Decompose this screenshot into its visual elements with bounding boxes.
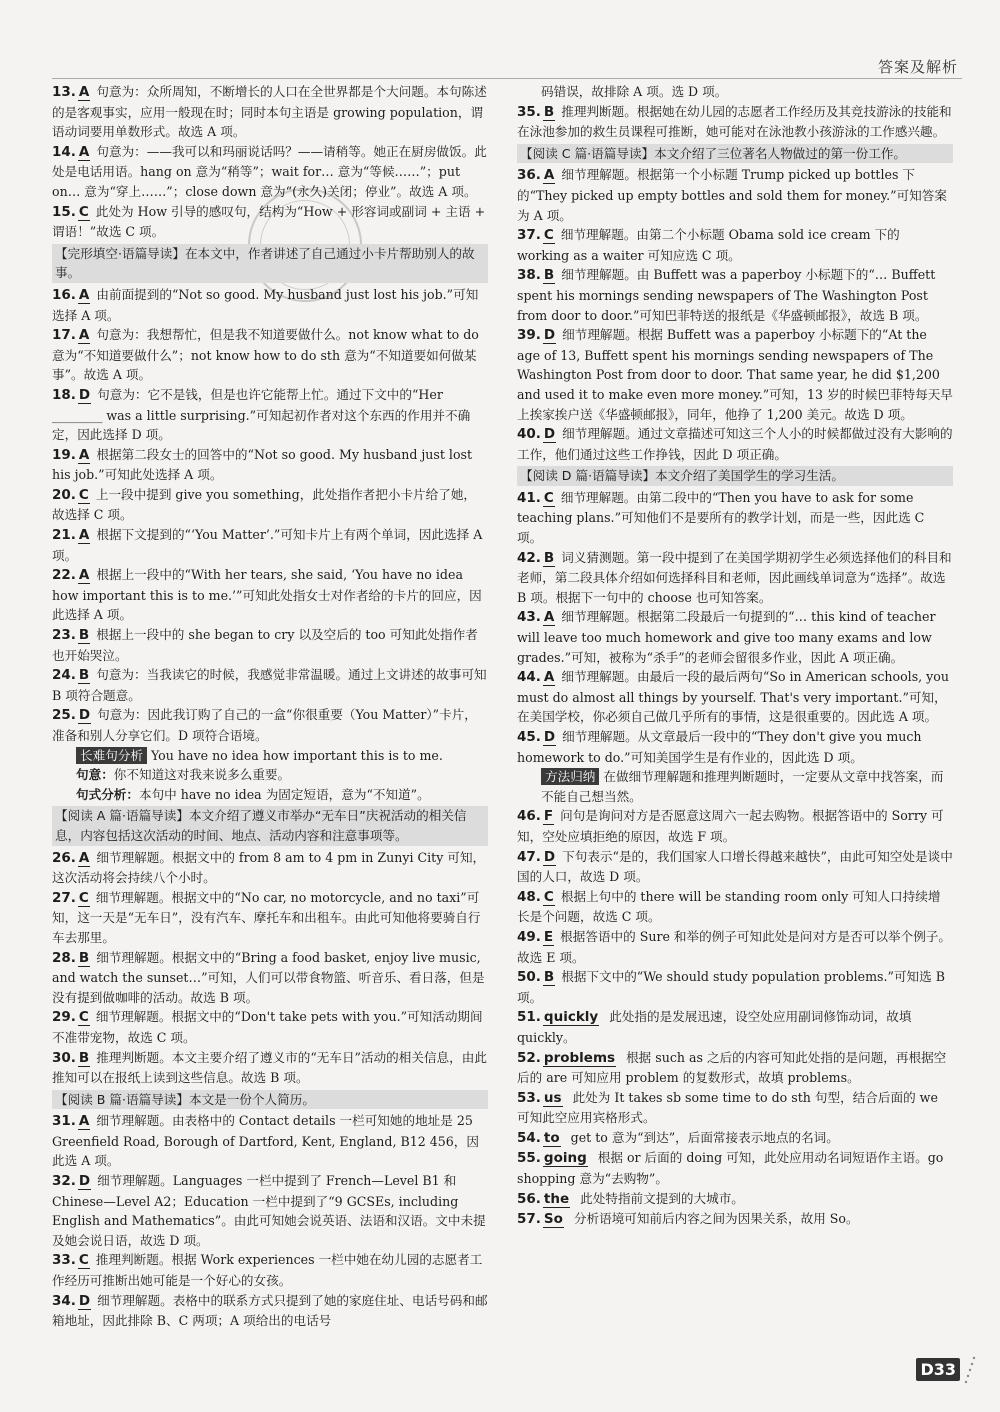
answer-key: B bbox=[78, 667, 90, 684]
answer-item bbox=[517, 1007, 953, 1047]
question-number: 28. bbox=[52, 949, 76, 966]
answer-item bbox=[517, 927, 953, 967]
explanation-text: 此处特指前文提到的大城市。 bbox=[580, 1190, 744, 1206]
explanation-text: 推理判断题。根据她在幼儿园的志愿者工作经历及其竞技游泳的技能和在泳池参加的救生员课程可推断，她可能对在泳池教小孩游泳的工作感兴趣。 bbox=[517, 103, 952, 140]
explanation-text: 细节理解题。通过文章描述可知这三个人小的时候都做过没有大影响的工作，他们通过这些工作挣钱，因此 D 项正确。 bbox=[517, 426, 953, 462]
analysis-line bbox=[52, 746, 488, 766]
note-text: 本句中 have no idea 为固定短语，意为“不知道”。 bbox=[138, 786, 430, 802]
explanation-text: 句意为：——我可以和玛丽说话吗？——请稍等。她正在厨房做饭。此处是电话用语。hang on 意为“稍等”；wait for… 意为“等候……”；put on… 意为“穿上……”；close down 意为“(永久)关闭；停业”。故选 A 项。 bbox=[52, 143, 487, 199]
answer-item bbox=[52, 665, 488, 705]
answer-item bbox=[517, 102, 953, 142]
answer-item bbox=[52, 1048, 488, 1088]
page-number: D33 bbox=[916, 1358, 960, 1381]
corner-dots-decoration bbox=[964, 1354, 978, 1384]
question-number: 55. bbox=[517, 1150, 541, 1167]
answer-key: E bbox=[543, 928, 554, 945]
explanation-text: 句意为：众所周知，不断增长的人口在全世界都是个大问题。本句陈述的是客观事实，应用一般现在时；同时本句主语是 growing population，谓语动词要用单数形式。故选 A 项。 bbox=[52, 84, 487, 140]
question-number: 52. bbox=[517, 1049, 541, 1066]
answer-key: problems bbox=[543, 1049, 616, 1066]
answer-item bbox=[52, 1250, 488, 1290]
explanation-text: 细节理解题。从文章最后一段中的“They don't give you much homework to do.”可知美国学生是有作业的，因此选 D 项。 bbox=[517, 729, 922, 765]
answer-item bbox=[517, 727, 953, 767]
answer-key: F bbox=[543, 808, 554, 825]
explanation-text: 细节理解题。根据第一个小标题 Trump picked up bottles 下的“They picked up empty bottles and sold them for money.”可知答案为 A 项。 bbox=[517, 167, 947, 223]
answer-item bbox=[52, 525, 488, 565]
question-number: 17. bbox=[52, 327, 76, 344]
answer-key: to bbox=[543, 1129, 560, 1146]
explanation-text: 句意为：我想帮忙，但是我不知道要做什么。not know what to do 意为“不知道要做什么”；not know how to do sth 意为“不知道要如何做某事”。故选 A 项。 bbox=[52, 327, 479, 383]
question-number: 42. bbox=[517, 549, 541, 566]
question-number: 46. bbox=[517, 808, 541, 825]
answer-item bbox=[517, 424, 953, 464]
answer-key: C bbox=[78, 1009, 89, 1026]
explanation-text: 细节理解题。根据第二段最后一句提到的“… this kind of teacher will leave too much homework and give too many exams and low grades.”可知，被称为“杀手”的老师会留很多作业，因此 A 项正确。 bbox=[517, 609, 936, 665]
question-number: 44. bbox=[517, 669, 541, 686]
answer-key: C bbox=[543, 888, 554, 905]
question-number: 40. bbox=[517, 426, 541, 443]
question-number: 24. bbox=[52, 667, 76, 684]
answer-item bbox=[517, 1088, 953, 1128]
explanation-text: 此处指的是发展迅速，设空处应用副词修饰动词，故填 quickly。 bbox=[517, 1009, 912, 1045]
question-number: 49. bbox=[517, 928, 541, 945]
answer-item bbox=[517, 607, 953, 667]
answer-key: D bbox=[78, 707, 91, 724]
explanation-text: 细节理解题。由最后一段的最后两句“So in American schools, you must do almost all things by yourself. That's very important.”可知，在美国学校，你必须自己做几乎所有的事情，这是很重要的。因此选 A 项。 bbox=[517, 669, 949, 725]
answer-key: us bbox=[543, 1089, 562, 1106]
answer-item bbox=[517, 1189, 953, 1210]
question-number: 56. bbox=[517, 1190, 541, 1207]
explanation-continuation: 码错误，故排除 A 项。选 D 项。 bbox=[541, 84, 728, 99]
answer-key: B bbox=[78, 949, 90, 966]
explanation-text: 细节理解题。Languages 一栏中提到了 French—Level B1 和 Chinese—Level A2；Education 一栏中提到了“9 GCSEs, including English and Mathematics”。由此可知她会说英语、法语和汉语。文中未提及她会说日语，故选 D 项。 bbox=[52, 1173, 486, 1248]
explanation-text: 推理判断题。根据 Work experiences 一栏中她在幼儿园的志愿者工作经历可推断出她可能是一个好心的女孩。 bbox=[52, 1252, 483, 1289]
answer-key: D bbox=[78, 1173, 91, 1190]
answer-item bbox=[517, 1048, 953, 1088]
analysis-tag: 方法归纳 bbox=[541, 768, 599, 785]
question-number: 38. bbox=[517, 267, 541, 284]
question-number: 50. bbox=[517, 969, 541, 986]
note-text: 你不知道这对我来说多么重要。 bbox=[113, 767, 291, 783]
question-number: 45. bbox=[517, 729, 541, 745]
header-rule bbox=[52, 78, 962, 79]
analysis-line bbox=[517, 767, 953, 806]
answer-key: B bbox=[543, 103, 555, 120]
answer-key: A bbox=[543, 669, 555, 686]
answer-item bbox=[52, 202, 488, 242]
analysis-note bbox=[76, 765, 488, 785]
explanation-text: 根据上句中的 there will be standing room only 可知人口持续增长是个问题，故选 C 项。 bbox=[517, 888, 941, 925]
answer-key: D bbox=[543, 426, 556, 443]
answer-key: B bbox=[543, 549, 555, 566]
question-number: 47. bbox=[517, 848, 541, 865]
question-number: 34. bbox=[52, 1292, 76, 1309]
question-number: 23. bbox=[52, 627, 76, 644]
question-number: 20. bbox=[52, 486, 76, 503]
question-number: 32. bbox=[52, 1173, 76, 1190]
analysis-text: 在做细节理解题和推理判断题时，一定要从文章中找答案，而不能自己想当然。 bbox=[541, 769, 944, 804]
answer-item bbox=[517, 265, 953, 325]
answer-item bbox=[52, 142, 488, 202]
answer-key: A bbox=[543, 167, 555, 184]
question-number: 57. bbox=[517, 1211, 541, 1228]
answer-key: B bbox=[543, 267, 555, 284]
question-number: 37. bbox=[517, 227, 541, 244]
question-number: 31. bbox=[52, 1113, 76, 1130]
answer-key: B bbox=[78, 627, 90, 644]
answer-key: A bbox=[78, 286, 90, 303]
question-number: 13. bbox=[52, 84, 76, 100]
answer-key: So bbox=[543, 1211, 563, 1228]
answer-key: A bbox=[78, 567, 90, 584]
answer-item bbox=[52, 485, 488, 525]
explanation-text: 细节理解题。根据文中的“Bring a food basket, enjoy live music, and watch the sunset…”可知，人们可以带食物篮、听音乐、看日落，但是没有提到做咖啡的活动。故选 B 项。 bbox=[52, 949, 485, 1005]
answer-item bbox=[517, 1148, 953, 1188]
answer-item bbox=[52, 325, 488, 385]
answer-item bbox=[517, 165, 953, 225]
question-number: 19. bbox=[52, 446, 76, 463]
explanation-text: get to 意为“到达”，后面常接表示地点的名词。 bbox=[570, 1129, 839, 1145]
explanation-text: 细节理解题。由第二个小标题 Obama sold ice cream 下的 working as a waiter 可知应选 C 项。 bbox=[517, 227, 900, 263]
answer-item bbox=[517, 847, 953, 887]
right-column bbox=[517, 82, 953, 1230]
analysis-text: You have no idea how important this is to me. bbox=[150, 747, 443, 763]
answer-key: the bbox=[543, 1190, 570, 1207]
answer-item bbox=[52, 445, 488, 485]
explanation-text: 根据 such as 之后的内容可知此处指的是问题，再根据空后的 are 可知应用 problem 的复数形式，故填 problems。 bbox=[517, 1049, 947, 1086]
answer-key: B bbox=[543, 969, 555, 986]
answer-item bbox=[517, 325, 953, 424]
explanation-text: 根据上一段中的 she began to cry 以及空后的 too 可知此处指作者也开始哭泣。 bbox=[52, 627, 478, 663]
answer-item bbox=[52, 565, 488, 625]
answer-key: D bbox=[543, 327, 556, 344]
answer-key: A bbox=[78, 1113, 90, 1130]
answer-item bbox=[517, 967, 953, 1007]
answer-key: A bbox=[78, 327, 90, 344]
explanation-text: 细节理解题。表格中的联系方式只提到了她的家庭住址、电话号码和邮箱地址，因此排除 B、C 两项；A 项给出的电话号 bbox=[52, 1292, 488, 1329]
explanation-text: 句意为：当我读它的时候，我感觉非常温暖。通过上文讲述的故事可知 B 项符合题意。 bbox=[52, 667, 487, 703]
answer-item bbox=[52, 705, 488, 745]
answer-key: A bbox=[78, 849, 90, 866]
passage-guide: 【阅读 A 篇·语篇导读】本文介绍了遵义市举办“无车日”庆祝活动的相关信息，内容包括这次活动的时间、地点、活动内容和注意事项等。 bbox=[52, 806, 488, 845]
answer-item bbox=[52, 848, 488, 888]
explanation-text: 细节理解题。根据文中的“No car, no motorcycle, and no taxi”可知，这一天是“无车日”，没有汽车、摩托车和出租车。由此可知他将要骑自行车去那里。 bbox=[52, 889, 481, 945]
answer-item bbox=[517, 488, 953, 548]
answer-item bbox=[517, 667, 953, 727]
answer-item bbox=[517, 225, 953, 265]
explanation-text: 上一段中提到 give you something，此处指作者把小卡片给了她，故选择 C 项。 bbox=[52, 486, 477, 523]
answer-item bbox=[517, 806, 953, 846]
answer-item bbox=[52, 625, 488, 665]
explanation-text: 细节理解题。根据文中的“Don't take pets with you.”可知活动期间不准带宠物，故选 C 项。 bbox=[52, 1009, 483, 1045]
passage-guide: 【阅读 C 篇·语篇导读】本文介绍了三位著名人物做过的第一份工作。 bbox=[517, 144, 953, 164]
answer-item bbox=[52, 1171, 488, 1250]
explanation-text: 根据下文提到的“‘You Matter’.”可知卡片上有两个单词，因此选择 A 项。 bbox=[52, 527, 483, 563]
passage-guide: 【完形填空·语篇导读】在本文中，作者讲述了自己通过小卡片帮助别人的故事。 bbox=[52, 244, 488, 283]
answer-key: C bbox=[78, 1252, 89, 1269]
question-number: 25. bbox=[52, 707, 76, 724]
question-number: 43. bbox=[517, 609, 541, 626]
answer-item bbox=[52, 888, 488, 948]
question-number: 48. bbox=[517, 888, 541, 905]
analysis-note bbox=[76, 785, 488, 805]
answer-item bbox=[517, 548, 953, 608]
answer-item bbox=[517, 887, 953, 927]
answer-item bbox=[517, 1209, 953, 1230]
answer-key: C bbox=[78, 889, 89, 906]
question-number: 26. bbox=[52, 849, 76, 866]
answer-key: C bbox=[543, 489, 554, 506]
explanation-text: 分析语境可知前后内容之间为因果关系，故用 So。 bbox=[573, 1211, 859, 1227]
question-number: 18. bbox=[52, 386, 76, 403]
explanation-text: 下句表示“是的，我们国家人口增长得越来越快”，由此可知空处是谈中国的人口，故选 D 项。 bbox=[517, 848, 953, 885]
answer-key: going bbox=[543, 1150, 587, 1167]
question-number: 14. bbox=[52, 143, 76, 160]
question-number: 51. bbox=[517, 1009, 541, 1026]
answer-item bbox=[52, 1291, 488, 1331]
explanation-text: 推理判断题。本文主要介绍了遵义市的“无车日”活动的相关信息，由此推知可以在报纸上读到这些信息。故选 B 项。 bbox=[52, 1049, 487, 1086]
answer-key: A bbox=[78, 84, 90, 100]
question-number: 22. bbox=[52, 567, 76, 584]
question-number: 30. bbox=[52, 1049, 76, 1066]
explanation-text: 此处为 It takes sb some time to do sth 句型，结合后面的 we 可知此空应用宾格形式。 bbox=[517, 1089, 938, 1126]
analysis-tag: 长难句分析 bbox=[76, 747, 147, 764]
note-label: 句意： bbox=[76, 767, 114, 783]
answer-key: A bbox=[78, 527, 90, 544]
answer-key: A bbox=[543, 609, 555, 626]
answer-key: D bbox=[78, 1292, 91, 1309]
question-number: 16. bbox=[52, 286, 76, 303]
answer-item bbox=[52, 948, 488, 1008]
answer-key: D bbox=[543, 848, 556, 865]
question-number: 36. bbox=[517, 167, 541, 184]
left-column bbox=[52, 82, 488, 1331]
answer-item bbox=[52, 385, 488, 445]
explanation-text: 根据下文中的“We should study population problems.”可知选 B 项。 bbox=[517, 969, 945, 1005]
question-number: 21. bbox=[52, 527, 76, 544]
question-number: 35. bbox=[517, 103, 541, 120]
passage-guide: 【阅读 B 篇·语篇导读】本文是一份个人简历。 bbox=[52, 1090, 488, 1110]
answer-item bbox=[52, 285, 488, 325]
question-number: 53. bbox=[517, 1089, 541, 1106]
explanation-text: 细节理解题。根据 Buffett was a paperboy 小标题下的“At the age of 13, Buffett spent his mornings sending newspapers of The Washington Post from door to door. That same year, he did $1,200 and used it to make even more money.”可知，13 岁的时候巴菲特每天早上挨家挨户送《华盛顿邮报》，同年，他挣了 1,200 美元。故选 D 项。 bbox=[517, 327, 953, 422]
answer-key: C bbox=[78, 486, 89, 503]
explanation-text: 问句是询问对方是否愿意这周六一起去购物。根据答语中的 Sorry 可知，空处应填拒绝的原因，故选 F 项。 bbox=[517, 808, 944, 844]
question-number: 33. bbox=[52, 1252, 76, 1269]
explanation-text: 根据第二段女士的回答中的“Not so good. My husband just lost his job.”可知此处选择 A 项。 bbox=[52, 446, 473, 483]
explanation-text: 由前面提到的“Not so good. My husband just lost his job.”可知选择 A 项。 bbox=[52, 286, 479, 323]
explanation-text: 细节理解题。根据文中的 from 8 am to 4 pm in Zunyi City 可知，这次活动将会持续八个小时。 bbox=[52, 849, 486, 886]
explanation-text: 句意为：它不是钱，但是也许它能帮上忙。通过下文中的“Her ________ was a little surprising.”可知起初作者对这个东西的作用并不确定，因此选择 D 项。 bbox=[52, 386, 471, 443]
explanation-text: 细节理解题。由 Buffett was a paperboy 小标题下的“… Buffett spent his mornings sending newspapers of The Washington Post from door to door.”可知巴菲特送的报纸是《华盛顿邮报》，故选 B 项。 bbox=[517, 267, 936, 323]
explanation-text: 根据答语中的 Sure 和举的例子可知此处是问对方是否可以举个例子。故选 E 项。 bbox=[517, 928, 951, 965]
explanation-text: 句意为：因此我订购了自己的一盒“你很重要（You Matter）”卡片，准备和别人分享它们。D 项符合语境。 bbox=[52, 707, 477, 743]
explanation-text: 词义猜测题。第一段中提到了在美国学期初学生必须选择他们的科目和老师，第二段具体介绍如何选择科目和老师，因此画线单词意为“选择”。故选 B 项。根据下一句中的 choose 也可知答案。 bbox=[517, 549, 952, 605]
answer-item bbox=[517, 1128, 953, 1149]
answer-key: C bbox=[543, 227, 554, 244]
question-number: 39. bbox=[517, 327, 541, 344]
explanation-text: 此处为 How 引导的感叹句，结构为“How + 形容词或副词 + 主语 + 谓语！”故选 C 项。 bbox=[52, 203, 486, 240]
question-number: 41. bbox=[517, 489, 541, 506]
question-number: 29. bbox=[52, 1009, 76, 1026]
answer-item bbox=[52, 1111, 488, 1171]
answer-key: D bbox=[78, 386, 91, 403]
question-number: 27. bbox=[52, 889, 76, 906]
answer-item bbox=[52, 1007, 488, 1047]
question-number: 54. bbox=[517, 1129, 541, 1146]
question-number: 15. bbox=[52, 203, 76, 220]
answer-key: quickly bbox=[543, 1009, 599, 1026]
explanation-text: 根据 or 后面的 doing 可知，此处应用动名词短语作主语。go shopping 意为“去购物”。 bbox=[517, 1150, 944, 1187]
header-title: 答案及解析 bbox=[877, 58, 958, 76]
explanation-text: 细节理解题。由表格中的 Contact details 一栏可知她的地址是 25 Greenfield Road, Borough of Dartford, Kent, England, B12 456，因此选 A 项。 bbox=[52, 1113, 479, 1169]
explanation-text: 根据上一段中的“With her tears, she said, ‘You have no idea how important this is to me.’”可知此处指女士对作者给的卡片的回应，因此选择 A 项。 bbox=[52, 567, 482, 623]
explanation-text: 细节理解题。由第二段中的“Then you have to ask for some teaching plans.”可知他们不是要所有的教学计划，而是一些，因此选 C 项。 bbox=[517, 489, 925, 546]
answer-key: C bbox=[78, 203, 89, 220]
passage-guide: 【阅读 D 篇·语篇导读】本文介绍了美国学生的学习生活。 bbox=[517, 466, 953, 486]
answer-item bbox=[52, 82, 488, 142]
answer-key: B bbox=[78, 1049, 90, 1066]
note-label: 句式分析： bbox=[76, 786, 139, 802]
answer-key: D bbox=[543, 729, 556, 745]
answer-key: A bbox=[78, 143, 90, 160]
answer-key: A bbox=[78, 446, 90, 463]
